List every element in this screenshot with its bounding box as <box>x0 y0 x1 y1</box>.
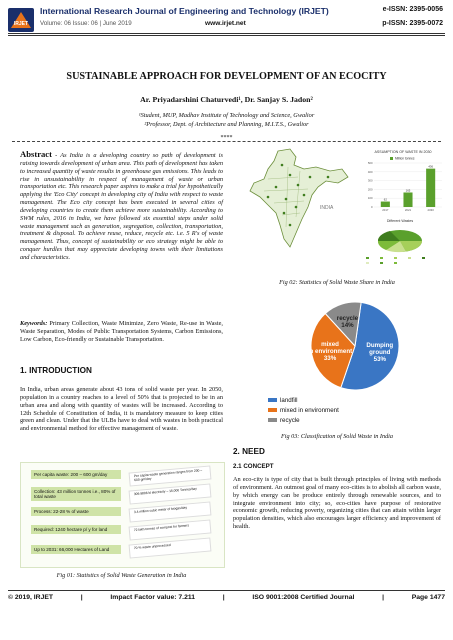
legend-swatch <box>268 408 277 412</box>
bar-data-label: 165 <box>405 188 411 193</box>
different-waste-pie <box>360 217 446 267</box>
separator-mark: **** <box>220 135 233 141</box>
bar-legend-swatch <box>390 157 393 160</box>
bar-y-tick: 100 <box>367 196 373 201</box>
fig3-legend-item <box>268 416 408 426</box>
journal-title: International Research Journal of Engineering and Technology (IRJET) <box>40 6 329 16</box>
fig1-infographic <box>20 462 225 568</box>
legend-swatch <box>268 418 277 422</box>
footer-copyright: © 2019, IRJET <box>8 594 54 601</box>
pie-data-label: ground <box>369 348 391 356</box>
bar-y-tick: 300 <box>367 178 373 183</box>
map-label: INDIA <box>320 205 334 211</box>
abstract-text: - As India is a developing country so path of development is raising towards development of urban area. This path of development has taken to increased quantity of waste results in greenhouse gas emissions. This leads to rise in unsustainability in respect of management of waste or urban transportation etc. This research paper aspires to make a trial for hypothetically applying the 'Eco City' concept in developing city of India with respect to waste management. The Eco city concept has been executed in several cities of developing countries to create them achieve more sustainability. According to SWM rules, 2016 in India, we have followed six essential steps under solid waste management such as generation, segregation, collection, transportation, treatment & disposal. To achieve reuse, reduce, recycle etc. i.e. 5 R's of waste management. Thus, concept of sustainability or eco strategy might be able to conquer hurdles that may appreciate developing towns with their limitations and characteristics. <box>20 152 223 261</box>
fig3-figure <box>290 298 420 394</box>
subsection-concept-heading: 2.1 CONCEPT <box>233 463 274 470</box>
legend-label: landfill <box>280 397 298 404</box>
fig1-item: Collection: 43 million tonnes i.e., 80% of total waste <box>31 487 121 501</box>
fig1-chevron: 309.9806 kl electricity – 15,000 Tonnes/day <box>129 483 212 504</box>
logo-text: IRJET <box>13 21 29 27</box>
bar-y-tick: 200 <box>367 187 373 192</box>
fig3-legend-item <box>268 396 408 406</box>
keywords-heading: Keywords: <box>20 320 48 327</box>
header-rule <box>8 33 445 34</box>
separator-line <box>12 141 441 142</box>
bar-legend-label: Million tonnes <box>395 156 415 161</box>
bar-y-tick: 500 <box>367 161 373 165</box>
bar-x-tick: 2017 <box>382 208 389 212</box>
bar <box>381 202 390 207</box>
bar <box>403 192 412 207</box>
footer <box>8 594 445 601</box>
pissn: p-ISSN: 2395-0072 <box>382 20 443 27</box>
footer-divider: | <box>382 594 384 601</box>
fig3-legend <box>268 396 408 426</box>
waste-pie-slices <box>378 230 422 252</box>
bar-y-tick: 400 <box>367 169 373 174</box>
paper-title: SUSTAINABLE APPROACH FOR DEVELOPMENT OF AN ECOCITY <box>66 71 387 82</box>
fig2-caption: Fig 02: Statistics of Solid Waste Share in India <box>279 279 395 286</box>
fig1-item: Process: 22-28 % of waste <box>31 507 121 516</box>
introduction-text: In India, urban areas generate about 43 tons of solid waste per year. In 2050, population in a country reaches to a level of 50% that is projected to be in an urban area and along with quantity of wastes will be increased. According to 12th Schedule of Constitution of India, it is mandatory measure to keep cities green and clean. Under that the ULBs have to deal with wastes in both practical and environmental method for effective management of waste. <box>20 386 223 433</box>
waste-bar-chart <box>360 147 446 215</box>
waste-pie-legend <box>366 257 425 264</box>
pie-data-label: in environment <box>307 348 353 356</box>
waste-classification-pie <box>290 298 420 394</box>
volume-line: Volume: 06 Issue: 06 | June 2019 <box>40 20 132 27</box>
footer-divider: | <box>80 594 83 601</box>
fig1-item: Up to 2031: 66,000 Hectares of Land <box>31 545 121 554</box>
legend-swatch <box>268 398 277 402</box>
pie-data-label: mixed <box>321 341 339 349</box>
fig1-caption: Fig 01: Statistics of Solid Waste Generation in India <box>56 572 187 579</box>
keywords <box>20 320 223 344</box>
abstract <box>20 151 223 262</box>
affiliation-2: ²Professor, Dept. of Architecture and Planning, M.I.T.S., Gwalior <box>144 121 309 128</box>
footer-divider: | <box>222 594 225 601</box>
waste-pie-title: Different Wastes <box>386 219 414 223</box>
header-rule-2 <box>8 35 445 36</box>
bar-data-label: 436 <box>428 164 434 169</box>
fig3-legend-item <box>268 406 408 416</box>
bar-y-tick: 0 <box>370 205 373 209</box>
pie-data-label: 33% <box>323 355 337 363</box>
bar <box>426 169 435 207</box>
pie-data-label: Dumping <box>366 341 394 349</box>
section-introduction-heading: 1. INTRODUCTION <box>20 366 92 375</box>
bar-chart-title: ASSUMPTION OF WASTE IN 2030 <box>374 150 432 154</box>
fig1-chevron: Per capita waste generation ranges from 200 – 600 gm/day <box>129 465 212 486</box>
footer-rule <box>8 590 445 591</box>
fig1-item: Per capita waste: 200 – 600 gm/day <box>31 470 121 479</box>
footer-iso: ISO 9001:2008 Certified Journal <box>252 594 355 601</box>
section-need-heading: 2. NEED <box>233 447 265 456</box>
fig1-chevron: 3.4 million cubic meter of biogas/day <box>129 501 212 522</box>
legend-label: recycle <box>280 417 300 424</box>
bar-x-tick: 2021 <box>404 208 412 212</box>
abstract-heading: Abstract <box>20 149 52 159</box>
fig1-item: Required: 1240 hectare p/ y for land <box>31 525 121 534</box>
footer-page: Page 1477 <box>411 594 445 601</box>
need-text: An eco-city is type of city that is built through principles of living with methods of environment. An outmost goal of many eco-cities is to abolish all carbon waste, by which energy can be produce entirely through renewable sources, and to integrate environment into city; so, eco-cities have purpose of restorative economic growth, reducing poverty, organizing cities that can attain within larger population densities, which also encourages larger efficiency and improvement of health. <box>233 476 441 531</box>
eissn: e-ISSN: 2395-0056 <box>382 6 443 13</box>
fig1-chevron: 72 lakh tonnes of compost for farmers <box>129 519 212 540</box>
legend-label: mixed in environment <box>280 407 339 414</box>
india-map <box>238 147 354 253</box>
bar-data-label: 62 <box>383 197 387 202</box>
pie-data-label: 53% <box>373 355 387 363</box>
bar-x-tick: 2030 <box>427 208 434 212</box>
pie-data-label: 14% <box>341 322 354 330</box>
affiliation-1: ¹Student, MUP, Madhav Institute of Technology and Science, Gwalior <box>138 112 315 119</box>
footer-impact: Impact Factor value: 7.211 <box>110 594 196 601</box>
authors: Ar. Priyadarshini Chaturvedi¹, Dr. Sanjay S. Jadon² <box>140 95 313 104</box>
website-link[interactable]: www.irjet.net <box>205 20 246 27</box>
irjet-logo <box>8 8 34 32</box>
keywords-text: Primary Collection, Waste Minimize, Zero Waste, Re-use in Waste, Waste Separation, Modes of Public Transportation Systems, Carbon Emissions, Low Carbon, Eco-friendly or Sustainable Transportation. <box>20 320 223 343</box>
pie-data-label: recycle <box>336 315 359 323</box>
fig1-chevron: 70 % waste unprocessed <box>129 537 212 558</box>
fig3-caption: Fig 03: Classification of Solid Waste in India <box>280 433 393 440</box>
